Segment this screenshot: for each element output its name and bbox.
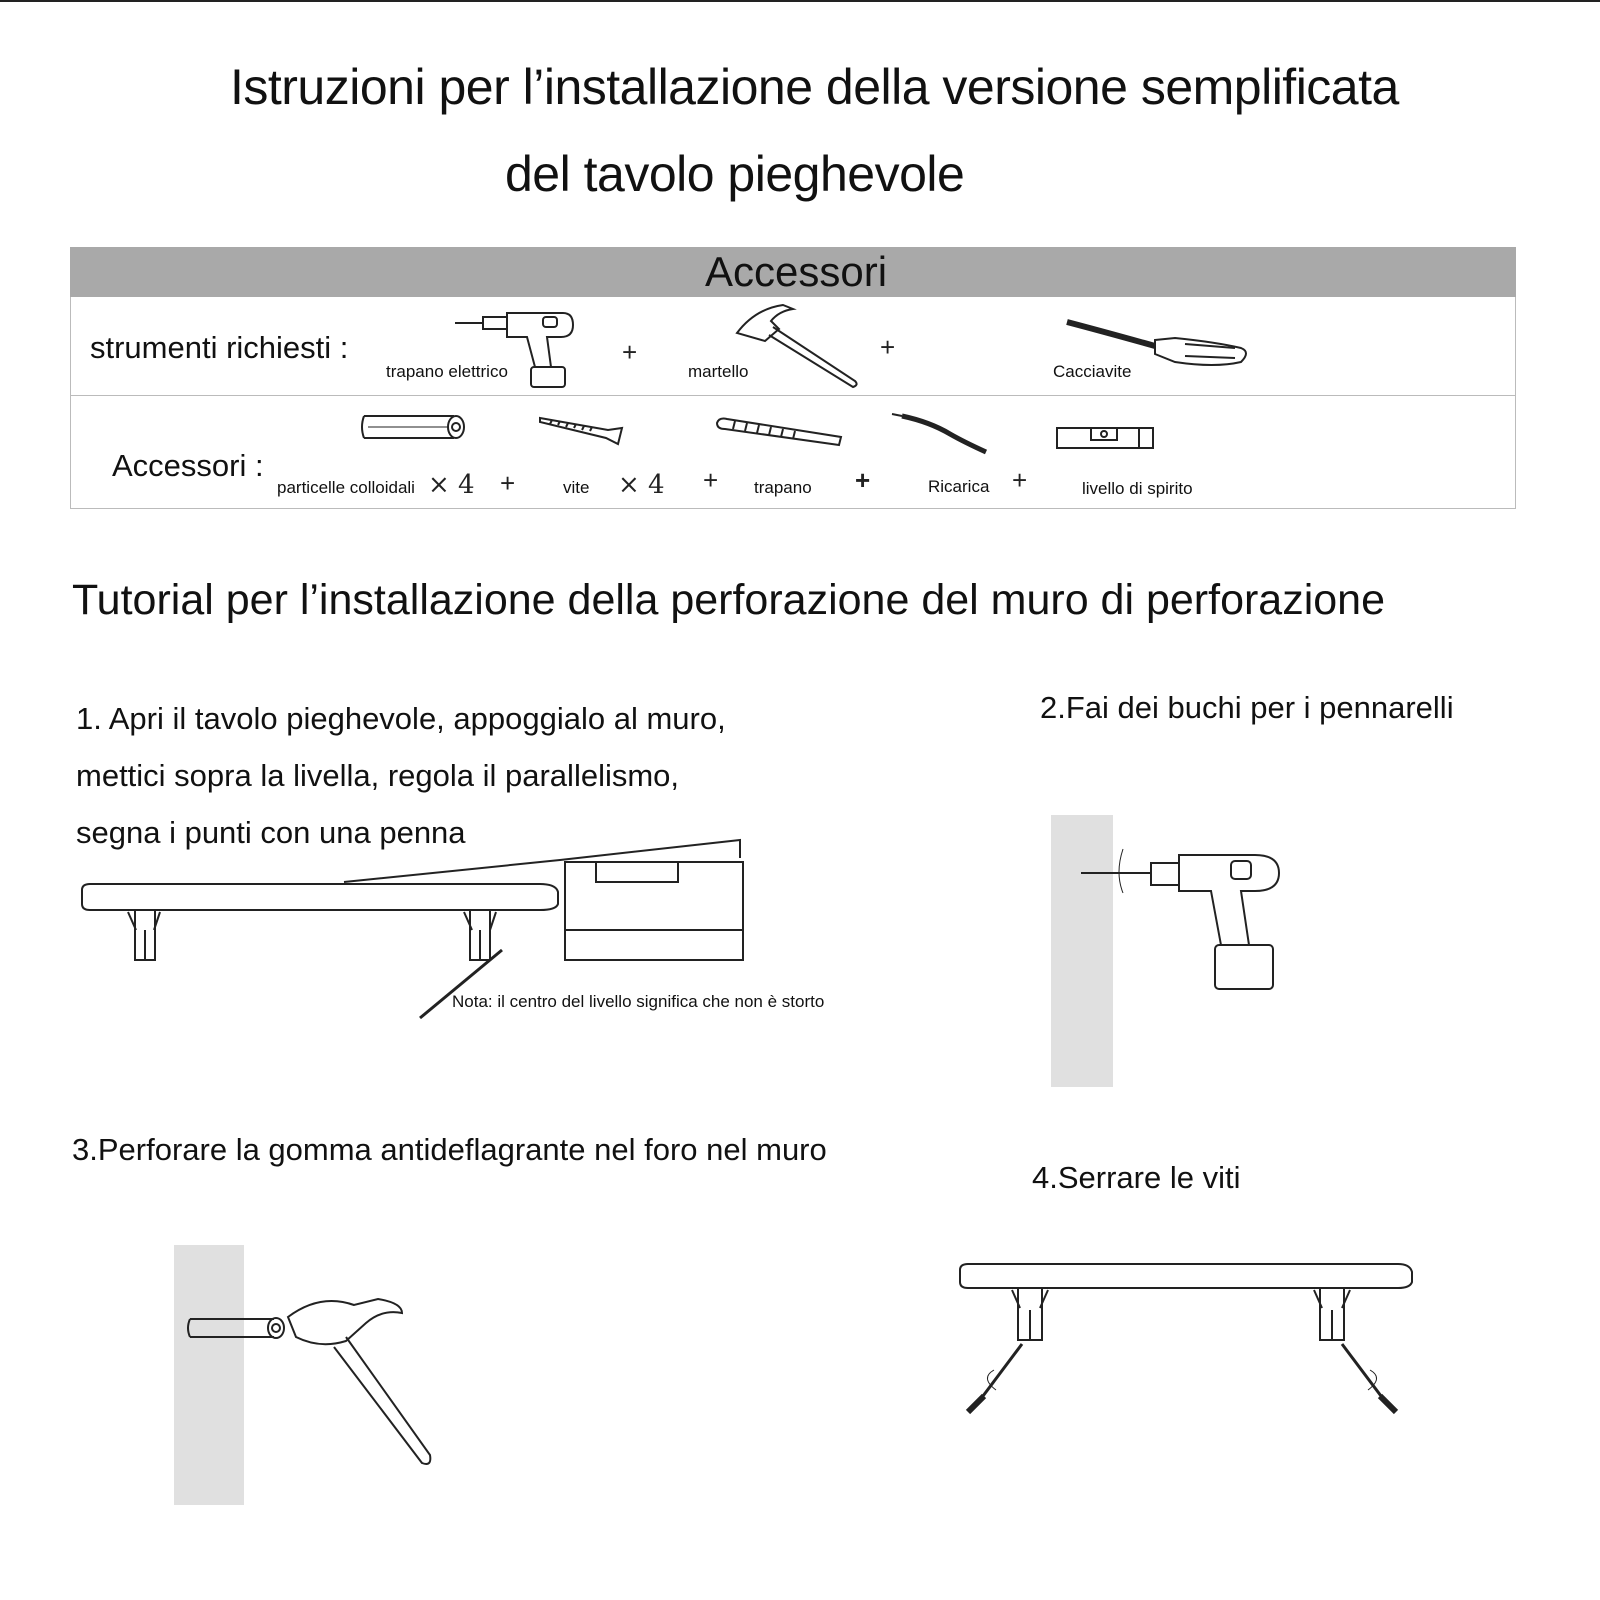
hammer-icon — [735, 303, 865, 388]
plus-sign: + — [500, 468, 516, 498]
step-2-text: 2.Fai dei buchi per i pennarelli — [1040, 690, 1454, 725]
step-1-line: 1. Apri il tavolo pieghevole, appoggialo al muro, — [76, 701, 726, 736]
plus-sign: + — [1012, 465, 1028, 495]
part-label-drill-bit: trapano — [754, 478, 812, 497]
hammering-plug-illustration — [170, 1245, 450, 1515]
part-label-spirit-level: livello di spirito — [1082, 479, 1193, 498]
plus-sign: + — [622, 337, 638, 367]
screw-icon — [538, 412, 628, 447]
times-sign: × — [618, 470, 640, 500]
tool-label-drill: trapano elettrico — [386, 362, 508, 381]
tutorial-heading: Tutorial per l’installazione della perforazione del muro di perforazione — [72, 576, 1386, 624]
part-label-recharge: Ricarica — [928, 477, 990, 496]
quantity-wall-plug: 4 — [458, 470, 475, 500]
spirit-level-icon — [1055, 426, 1155, 450]
plus-sign: + — [855, 465, 871, 495]
part-label-screw: vite — [563, 478, 590, 497]
step-1-note: Nota: il centro del livello significa che non è storto — [452, 992, 825, 1011]
top-border — [0, 0, 1600, 2]
step-1-text — [76, 690, 726, 861]
plus-sign: + — [880, 332, 896, 362]
tools-row-label: strumenti richiesti : — [90, 330, 349, 365]
quantity-screw: 4 — [648, 470, 665, 500]
page-title-line1: Istruzioni per l’installazione della versione semplificata — [230, 59, 1399, 115]
accessories-header: Accessori — [705, 248, 888, 295]
times-sign: × — [428, 470, 450, 500]
parts-row-label: Accessori : — [112, 448, 264, 483]
part-label-wall-plug: particelle colloidali — [277, 478, 415, 497]
step-3-text: 3.Perforare la gomma antideflagrante nel foro nel muro — [72, 1132, 827, 1167]
recharge-bit-icon — [890, 410, 990, 455]
step-1-line: segna i punti con una penna — [76, 815, 466, 850]
tool-label-hammer: martello — [688, 362, 749, 381]
plus-sign: + — [703, 465, 719, 495]
step-1-line: mettici sopra la livella, regola il parallelismo, — [76, 758, 680, 793]
table-divider — [70, 395, 1516, 396]
step-4-text: 4.Serrare le viti — [1032, 1160, 1241, 1195]
tightening-screws-illustration — [958, 1260, 1418, 1420]
drilling-wall-illustration — [1045, 815, 1305, 1095]
page-title-line2: del tavolo pieghevole — [505, 146, 965, 202]
drill-bit-icon — [715, 415, 845, 450]
tool-label-screwdriver: Cacciavite — [1053, 362, 1132, 381]
wall-plug-icon — [360, 412, 470, 442]
